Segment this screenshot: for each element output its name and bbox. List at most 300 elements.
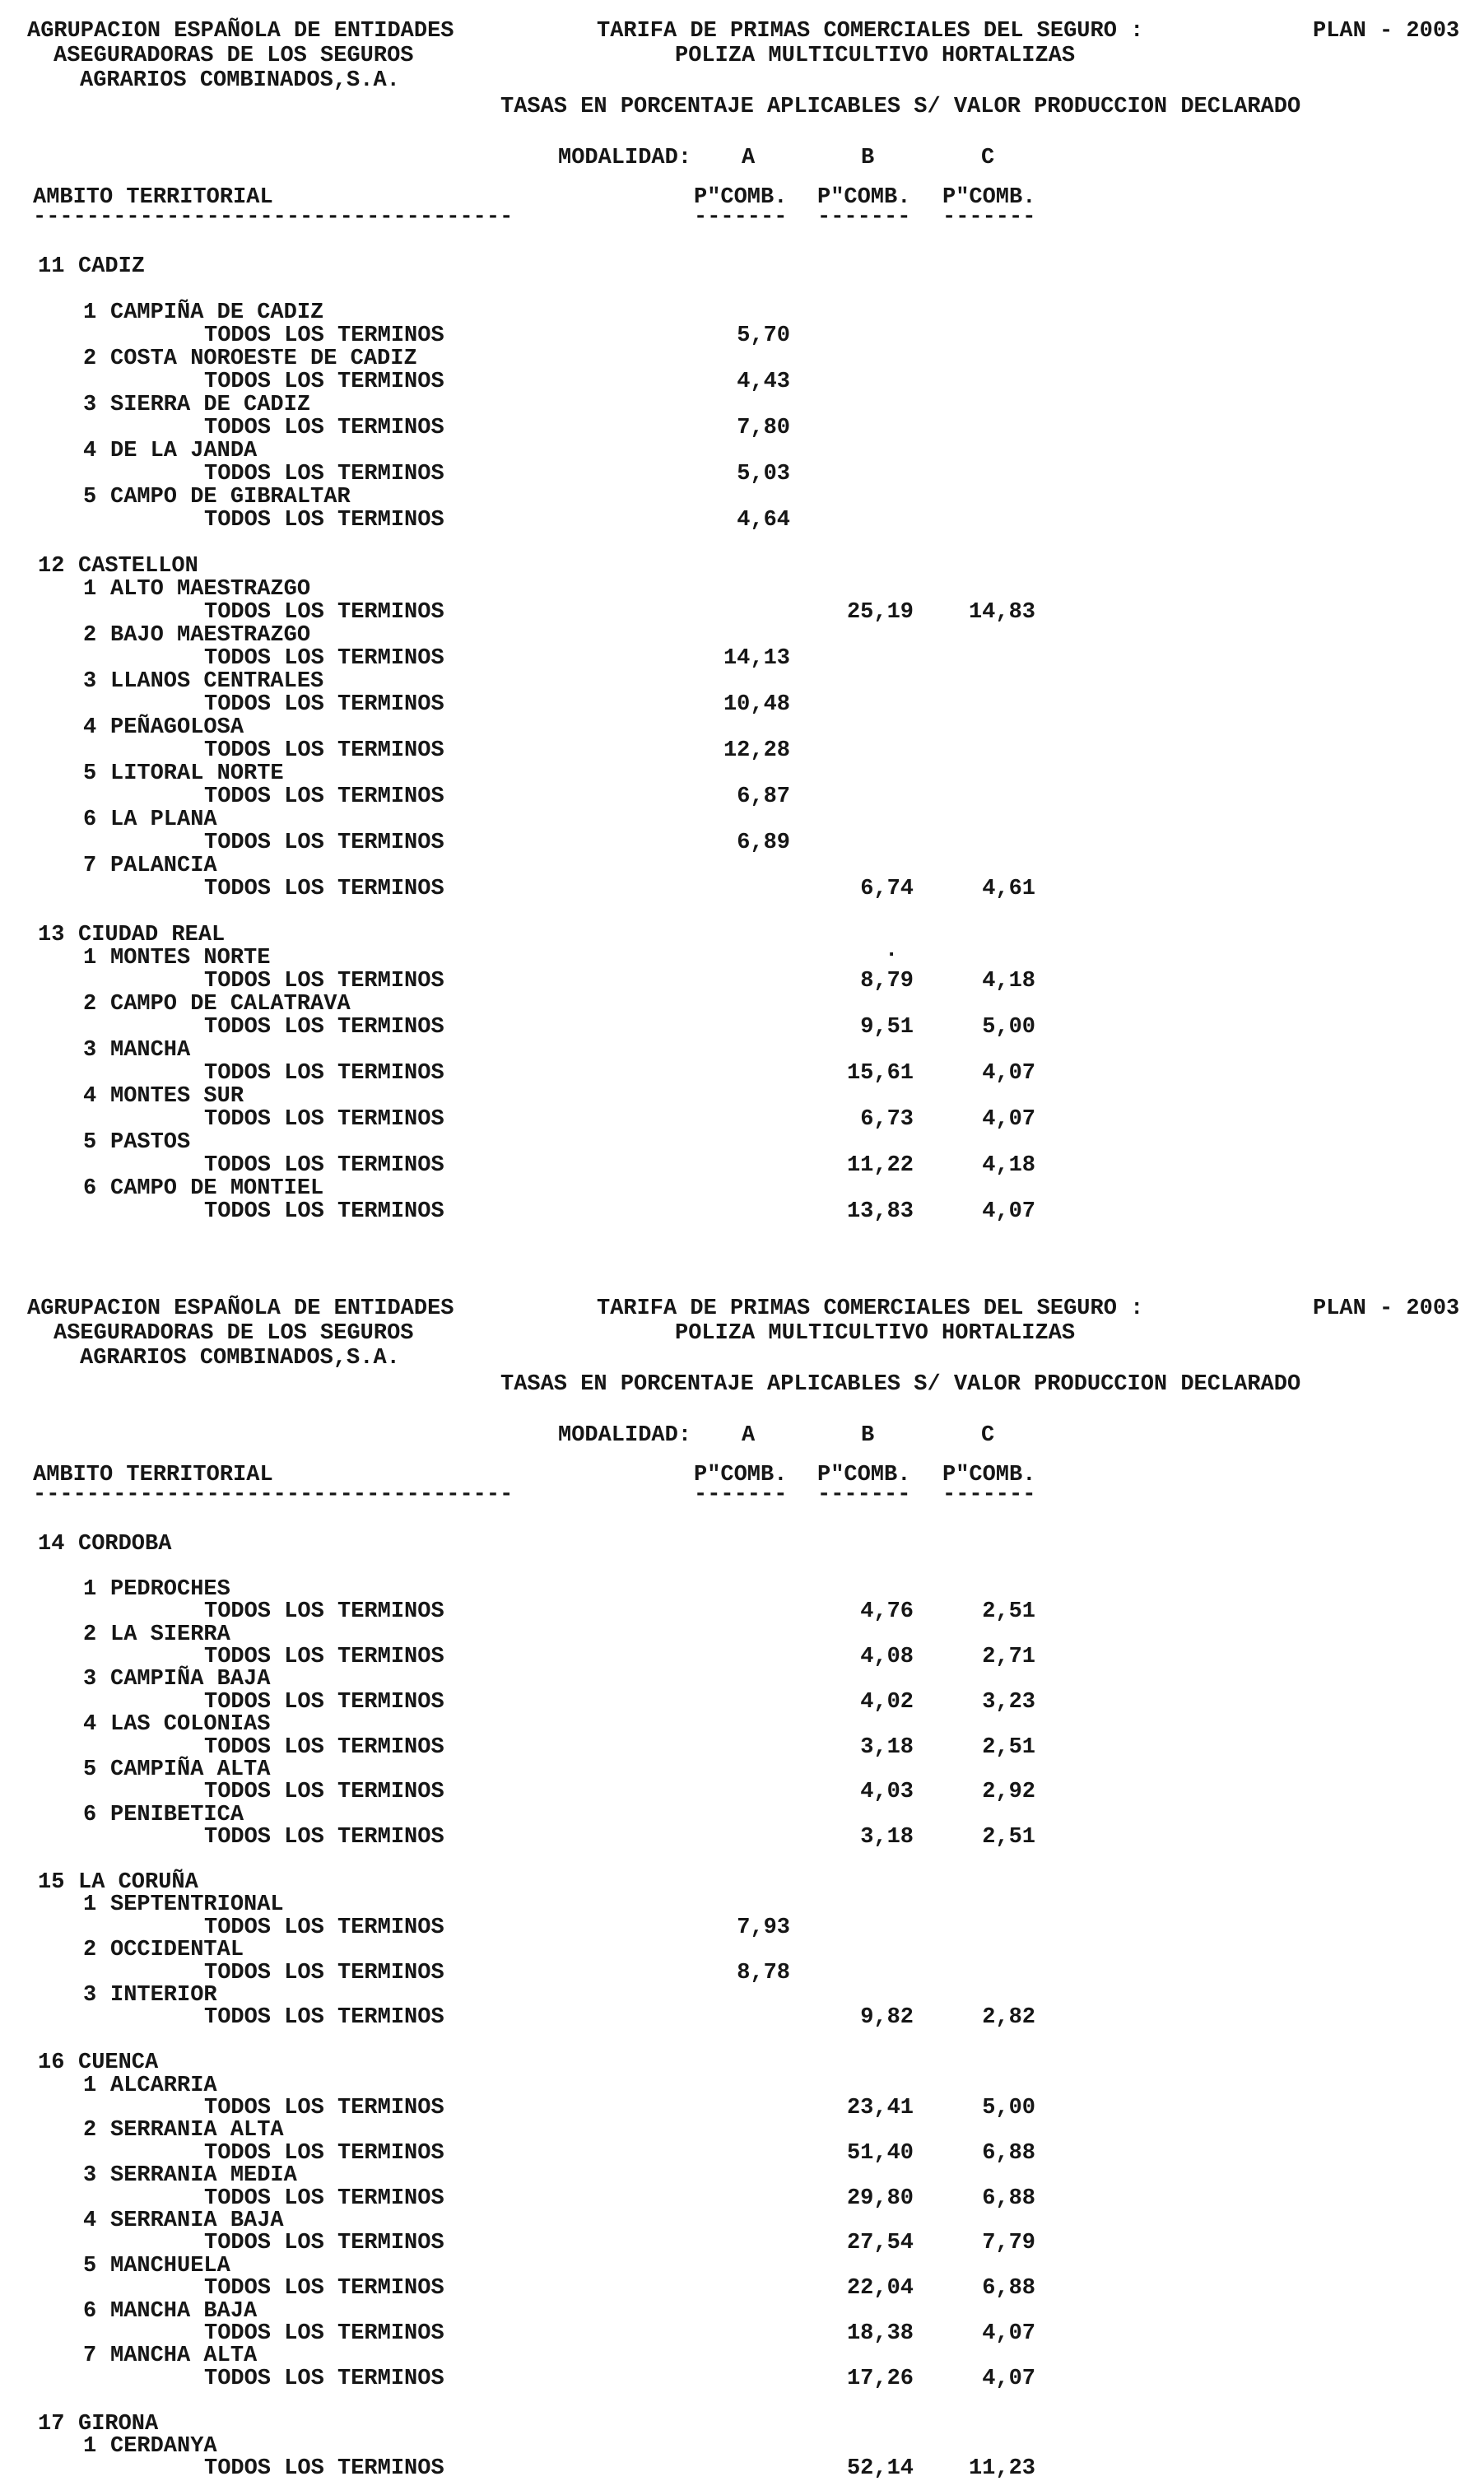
rate-a: 6,89 [737,831,790,855]
province-row [0,2051,1484,2074]
comarca-name: PASTOS [110,1130,191,1155]
rate-b: 27,54 [846,2231,914,2256]
rate-b: 22,04 [846,2276,914,2302]
scope-label: TODOS LOS TERMINOS [204,2096,444,2120]
comarca-row [0,301,1484,324]
comarca-row [0,1668,1484,1691]
rate-b: 17,26 [846,2366,914,2391]
scope-row [0,1736,1484,1759]
scope-label: TODOS LOS TERMINOS [204,784,444,809]
rate-c: 4,07 [982,1199,1035,1224]
page-header-row-1 [0,1297,1484,1320]
comarca-name: MONTES SUR [110,1084,244,1109]
province-code: 16 [38,2050,65,2076]
comarca-row [0,1939,1484,1962]
province-row [0,2413,1484,2436]
comarca-number: 2 [83,1622,97,1647]
modalidad-c: C [981,1423,995,1448]
scope-label: TODOS LOS TERMINOS [204,1734,444,1760]
rate-a: 7,80 [737,416,790,440]
rate-a: 14,13 [723,646,790,671]
comarca-number: 1 [83,1576,97,1602]
company-name-line-2: ASEGURADORAS DE LOS SEGUROS [53,44,414,68]
comarca-number: 2 [83,1938,97,1963]
scope-label: TODOS LOS TERMINOS [204,2276,444,2302]
rate-b: 6,73 [860,1107,914,1132]
comarca-name: SERRANIA ALTA [110,2118,284,2144]
comarca-row [0,1713,1484,1736]
scope-label: TODOS LOS TERMINOS [204,831,444,855]
comarca-row [0,670,1484,693]
rate-b: 13,83 [846,1199,914,1224]
comarca-number: 5 [83,485,97,510]
comarca-number: 1 [83,2073,97,2098]
modalidad-row [0,147,1484,170]
comarca-row [0,993,1484,1016]
rate-c: 6,88 [982,2276,1035,2302]
comarca-name: COSTA NOROESTE DE CADIZ [110,347,417,371]
comarca-row [0,2435,1484,2458]
rate-c: 4,18 [982,969,1035,994]
rate-b: 51,40 [846,2140,914,2166]
rate-c: 2,51 [982,1599,1035,1625]
rate-c: 5,00 [982,1015,1035,1040]
province-name: GIRONA [78,2411,159,2437]
scope-label: TODOS LOS TERMINOS [204,1780,444,1805]
rate-b: 15,61 [846,1061,914,1086]
comarca-row [0,393,1484,417]
comarca-number: 5 [83,1757,97,1782]
company-name-line-3: AGRARIOS COMBINADOS,S.A. [80,68,400,93]
comarca-row [0,2300,1484,2323]
comarca-number: 1 [83,2434,97,2459]
rate-a: 4,64 [737,508,790,533]
comarca-row [0,947,1484,970]
underline-row [0,206,1484,229]
company-name-line-2: ASEGURADORAS DE LOS SEGUROS [53,1321,414,1346]
scope-label: TODOS LOS TERMINOS [204,1599,444,1625]
scope-row [0,1200,1484,1223]
scope-label: TODOS LOS TERMINOS [204,1825,444,1850]
comarca-row [0,2074,1484,2097]
scope-row [0,1780,1484,1804]
scope-row [0,2142,1484,2165]
scope-row [0,2367,1484,2390]
rate-b: 29,80 [846,2185,914,2211]
comarca-name: MANCHA ALTA [110,2344,258,2369]
comarca-name: SERRANIA BAJA [110,2209,284,2233]
rate-column-header-b: P"COMB. [817,185,911,210]
comarca-name: LA SIERRA [110,1622,230,1647]
underline-row [0,1483,1484,1506]
scope-row [0,1600,1484,1623]
scope-row [0,324,1484,347]
comarca-row [0,2344,1484,2367]
rate-b: 18,38 [846,2321,914,2346]
scope-label: TODOS LOS TERMINOS [204,877,444,901]
scope-row [0,970,1484,993]
report-title: TARIFA DE PRIMAS COMERCIALES DEL SEGURO : [597,1296,1144,1321]
rate-a: 6,87 [737,784,790,809]
rate-column-underline-a: ------- [694,205,788,230]
scope-label: TODOS LOS TERMINOS [204,508,444,533]
rate-column-underline-a: ------- [694,1483,788,1507]
comarca-number: 5 [83,761,97,786]
comarca-number: 6 [83,2298,97,2324]
scope-label: TODOS LOS TERMINOS [204,2321,444,2346]
scope-row [0,509,1484,532]
page-header-row-3 [0,1347,1484,1370]
province-code: 12 [38,554,65,579]
comarca-number: 6 [83,1176,97,1201]
rate-c: 2,71 [982,1645,1035,1669]
comarca-row [0,486,1484,509]
comarca-row [0,440,1484,463]
rate-c: 4,07 [982,2366,1035,2391]
scope-row [0,1645,1484,1669]
rate-a: 12,28 [723,738,790,763]
rate-b: 9,82 [860,2005,914,2031]
comarca-name: SIERRA DE CADIZ [110,393,311,417]
province-name: CASTELLON [78,554,198,579]
comarca-name: MANCHA BAJA [110,2298,258,2324]
scope-row [0,2006,1484,2029]
rate-a: 8,78 [737,1960,790,1985]
plan-label: PLAN - 2003 [1313,19,1460,44]
plan-label: PLAN - 2003 [1313,1296,1460,1321]
rate-b: 4,76 [860,1599,914,1625]
province-row [0,255,1484,278]
rate-c: 6,88 [982,2140,1035,2166]
tasas-note: TASAS EN PORCENTAJE APLICABLES S/ VALOR PRODUCCION DECLARADO [500,95,1301,119]
scope-label: TODOS LOS TERMINOS [204,2231,444,2256]
scope-row [0,1916,1484,1939]
province-row [0,555,1484,578]
report-subtitle: POLIZA MULTICULTIVO HORTALIZAS [675,44,1076,68]
comarca-number: 1 [83,1892,97,1918]
scope-label: TODOS LOS TERMINOS [204,1015,444,1040]
province-row [0,1533,1484,1556]
ambito-header: AMBITO TERRITORIAL [33,1463,273,1487]
comarca-row [0,1984,1484,2007]
comarca-number: 3 [83,669,97,694]
rate-c: 14,83 [968,600,1035,625]
comarca-number: 1 [83,577,97,602]
comarca-number: 3 [83,393,97,417]
comarca-number: 1 [83,946,97,971]
comarca-row [0,1578,1484,1601]
province-name: LA CORUÑA [78,1870,198,1895]
comarca-name: DE LA JANDA [110,439,258,463]
rate-c: 4,18 [982,1153,1035,1178]
rate-column-header-c: P"COMB. [942,1463,1036,1487]
comarca-row [0,2119,1484,2142]
ambito-underline: ------------------------------------ [33,205,514,230]
scope-row [0,2097,1484,2120]
tasas-note-row [0,1373,1484,1396]
rate-c: 5,00 [982,2096,1035,2120]
rate-a: 10,48 [723,692,790,717]
ambito-header: AMBITO TERRITORIAL [33,185,273,210]
comarca-number: 7 [83,854,97,878]
comarca-row [0,854,1484,877]
comarca-name: PENIBETICA [110,1802,244,1827]
page [0,1278,1484,2480]
scope-label: TODOS LOS TERMINOS [204,1199,444,1224]
comarca-row [0,1131,1484,1154]
comarca-number: 1 [83,300,97,325]
scope-label: TODOS LOS TERMINOS [204,2140,444,2166]
scope-row [0,463,1484,486]
comarca-name: CAMPIÑA BAJA [110,1667,271,1692]
province-code: 13 [38,923,65,947]
report-title: TARIFA DE PRIMAS COMERCIALES DEL SEGURO : [597,19,1144,44]
tasas-note: TASAS EN PORCENTAJE APLICABLES S/ VALOR PRODUCCION DECLARADO [500,1372,1301,1397]
scope-row [0,1062,1484,1085]
modalidad-label: MODALIDAD: [558,1423,692,1448]
rate-b: 8,79 [860,969,914,994]
rate-c: 6,88 [982,2185,1035,2211]
scope-row [0,1108,1484,1131]
comarca-number: 4 [83,715,97,740]
comarca-name: ALTO MAESTRAZGO [110,577,311,602]
comarca-row [0,578,1484,601]
comarca-name: PALANCIA [110,854,217,878]
scope-row [0,1154,1484,1177]
comarca-row [0,2255,1484,2278]
comarca-row [0,1758,1484,1781]
rate-column-underline-b: ------- [817,1483,911,1507]
rate-c: 2,51 [982,1734,1035,1760]
comarca-row [0,1623,1484,1646]
comarca-number: 6 [83,808,97,832]
comarca-number: 5 [83,1130,97,1155]
page-header-row-2 [0,44,1484,67]
rate-c: 2,92 [982,1780,1035,1805]
scope-label: TODOS LOS TERMINOS [204,1689,444,1715]
comarca-name: ALCARRIA [110,2073,217,2098]
scope-row [0,785,1484,808]
scope-row [0,693,1484,716]
modalidad-label: MODALIDAD: [558,146,692,170]
province-code: 15 [38,1870,65,1895]
rate-c: 4,07 [982,1061,1035,1086]
rate-b: 9,51 [860,1015,914,1040]
comarca-name: MANCHA [110,1038,191,1063]
scope-row [0,1826,1484,1849]
rate-b: 11,22 [846,1153,914,1178]
rate-b: 52,14 [846,2456,914,2481]
scope-row [0,2232,1484,2255]
rate-column-underline-c: ------- [942,205,1036,230]
scope-row [0,2277,1484,2300]
comarca-number: 4 [83,1084,97,1109]
modalidad-b: B [861,1423,875,1448]
rate-c: 4,07 [982,2321,1035,2346]
comarca-name: CAMPO DE GIBRALTAR [110,485,351,510]
report-subtitle: POLIZA MULTICULTIVO HORTALIZAS [675,1321,1076,1346]
rate-b: 23,41 [846,2096,914,2120]
rate-c: 7,79 [982,2231,1035,2256]
province-code: 14 [38,1532,65,1557]
province-code: 11 [38,254,65,279]
scope-label: TODOS LOS TERMINOS [204,462,444,486]
comarca-number: 5 [83,2253,97,2279]
modalidad-a: A [742,1423,756,1448]
scope-row [0,1962,1484,1985]
scope-label: TODOS LOS TERMINOS [204,416,444,440]
rate-b: 4,03 [860,1780,914,1805]
rate-column-header-a: P"COMB. [694,1463,788,1487]
scope-row [0,417,1484,440]
ambito-underline: ------------------------------------ [33,1483,514,1507]
province-name: CADIZ [78,254,146,279]
scope-label: TODOS LOS TERMINOS [204,1061,444,1086]
comarca-name: SERRANIA MEDIA [110,2163,297,2189]
scope-row [0,1016,1484,1039]
scope-row [0,647,1484,670]
rate-column-underline-b: ------- [817,205,911,230]
province-name: CIUDAD REAL [78,923,226,947]
company-name-line-3: AGRARIOS COMBINADOS,S.A. [80,1346,400,1371]
comarca-number: 2 [83,347,97,371]
scope-label: TODOS LOS TERMINOS [204,1960,444,1985]
comarca-row [0,762,1484,785]
province-row [0,1871,1484,1894]
rate-c: 4,61 [982,877,1035,901]
scope-row [0,370,1484,393]
comarca-row [0,1804,1484,1827]
modalidad-row [0,1424,1484,1447]
comarca-name: SEPTENTRIONAL [110,1892,284,1918]
province-row [0,924,1484,947]
scope-row [0,831,1484,854]
comarca-row [0,1039,1484,1062]
comarca-row [0,1085,1484,1108]
scope-label: TODOS LOS TERMINOS [204,1915,444,1940]
comarca-row [0,624,1484,647]
modalidad-c: C [981,146,995,170]
comarca-name: CERDANYA [110,2434,217,2459]
rate-c: 2,51 [982,1825,1035,1850]
comarca-row [0,808,1484,831]
rate-b: 3,18 [860,1825,914,1850]
comarca-number: 3 [83,2163,97,2189]
comarca-name: LA PLANA [110,808,217,832]
rate-c: 4,07 [982,1107,1035,1132]
tasas-note-row [0,95,1484,119]
modalidad-b: B [861,146,875,170]
comarca-number: 4 [83,2209,97,2233]
rate-a: 4,43 [737,370,790,394]
scope-label: TODOS LOS TERMINOS [204,2456,444,2481]
comarca-name: MONTES NORTE [110,946,271,971]
rate-b: 4,02 [860,1689,914,1715]
rate-a: 7,93 [737,1915,790,1940]
scope-label: TODOS LOS TERMINOS [204,324,444,348]
comarca-name: PEDROCHES [110,1576,230,1602]
scope-label: TODOS LOS TERMINOS [204,1153,444,1178]
rate-c: 11,23 [968,2456,1035,2481]
scan-artifact-dot: . [885,938,899,963]
comarca-name: PEÑAGOLOSA [110,715,244,740]
scope-row [0,2457,1484,2480]
comarca-number: 4 [83,1712,97,1738]
scope-label: TODOS LOS TERMINOS [204,2005,444,2031]
scope-row [0,739,1484,762]
comarca-row [0,716,1484,739]
rate-a: 5,03 [737,462,790,486]
page-header-row-3 [0,69,1484,92]
scope-row [0,877,1484,901]
comarca-row [0,2209,1484,2232]
scope-row [0,2187,1484,2210]
scope-label: TODOS LOS TERMINOS [204,2185,444,2211]
page-header-row-2 [0,1322,1484,1345]
rate-c: 2,82 [982,2005,1035,2031]
comarca-row [0,347,1484,370]
scope-label: TODOS LOS TERMINOS [204,646,444,671]
scope-row [0,1691,1484,1714]
rate-column-underline-c: ------- [942,1483,1036,1507]
page-header-row-1 [0,20,1484,43]
rate-column-header-b: P"COMB. [817,1463,911,1487]
rate-column-header-a: P"COMB. [694,185,788,210]
scope-row [0,2322,1484,2345]
rate-a: 5,70 [737,324,790,348]
comarca-name: CAMPO DE CALATRAVA [110,992,351,1017]
rate-b: 6,74 [860,877,914,901]
rate-b: 3,18 [860,1734,914,1760]
comarca-name: OCCIDENTAL [110,1938,244,1963]
scope-row [0,601,1484,624]
comarca-name: BAJO MAESTRAZGO [110,623,311,648]
comarca-number: 2 [83,623,97,648]
comarca-name: LITORAL NORTE [110,761,284,786]
scope-label: TODOS LOS TERMINOS [204,969,444,994]
comarca-name: CAMPIÑA ALTA [110,1757,271,1782]
comarca-name: LAS COLONIAS [110,1712,271,1738]
comarca-name: LLANOS CENTRALES [110,669,324,694]
comarca-number: 3 [83,1983,97,2008]
company-name-line-1: AGRUPACION ESPAÑOLA DE ENTIDADES [27,1296,454,1321]
comarca-name: CAMPO DE MONTIEL [110,1176,324,1201]
company-name-line-1: AGRUPACION ESPAÑOLA DE ENTIDADES [27,19,454,44]
comarca-number: 2 [83,992,97,1017]
province-code: 17 [38,2411,65,2437]
comarca-row [0,1893,1484,1916]
comarca-row [0,1177,1484,1200]
comarca-number: 3 [83,1038,97,1063]
scope-label: TODOS LOS TERMINOS [204,738,444,763]
scope-label: TODOS LOS TERMINOS [204,1645,444,1669]
comarca-number: 4 [83,439,97,463]
modalidad-a: A [742,146,756,170]
comarca-number: 7 [83,2344,97,2369]
comarca-row [0,2164,1484,2187]
scope-label: TODOS LOS TERMINOS [204,370,444,394]
scope-label: TODOS LOS TERMINOS [204,1107,444,1132]
rate-column-header-c: P"COMB. [942,185,1036,210]
comarca-number: 2 [83,2118,97,2144]
rate-b: 25,19 [846,600,914,625]
comarca-name: INTERIOR [110,1983,217,2008]
province-name: CUENCA [78,2050,159,2076]
scope-label: TODOS LOS TERMINOS [204,600,444,625]
rate-b: 4,08 [860,1645,914,1669]
scope-label: TODOS LOS TERMINOS [204,692,444,717]
comarca-number: 6 [83,1802,97,1827]
